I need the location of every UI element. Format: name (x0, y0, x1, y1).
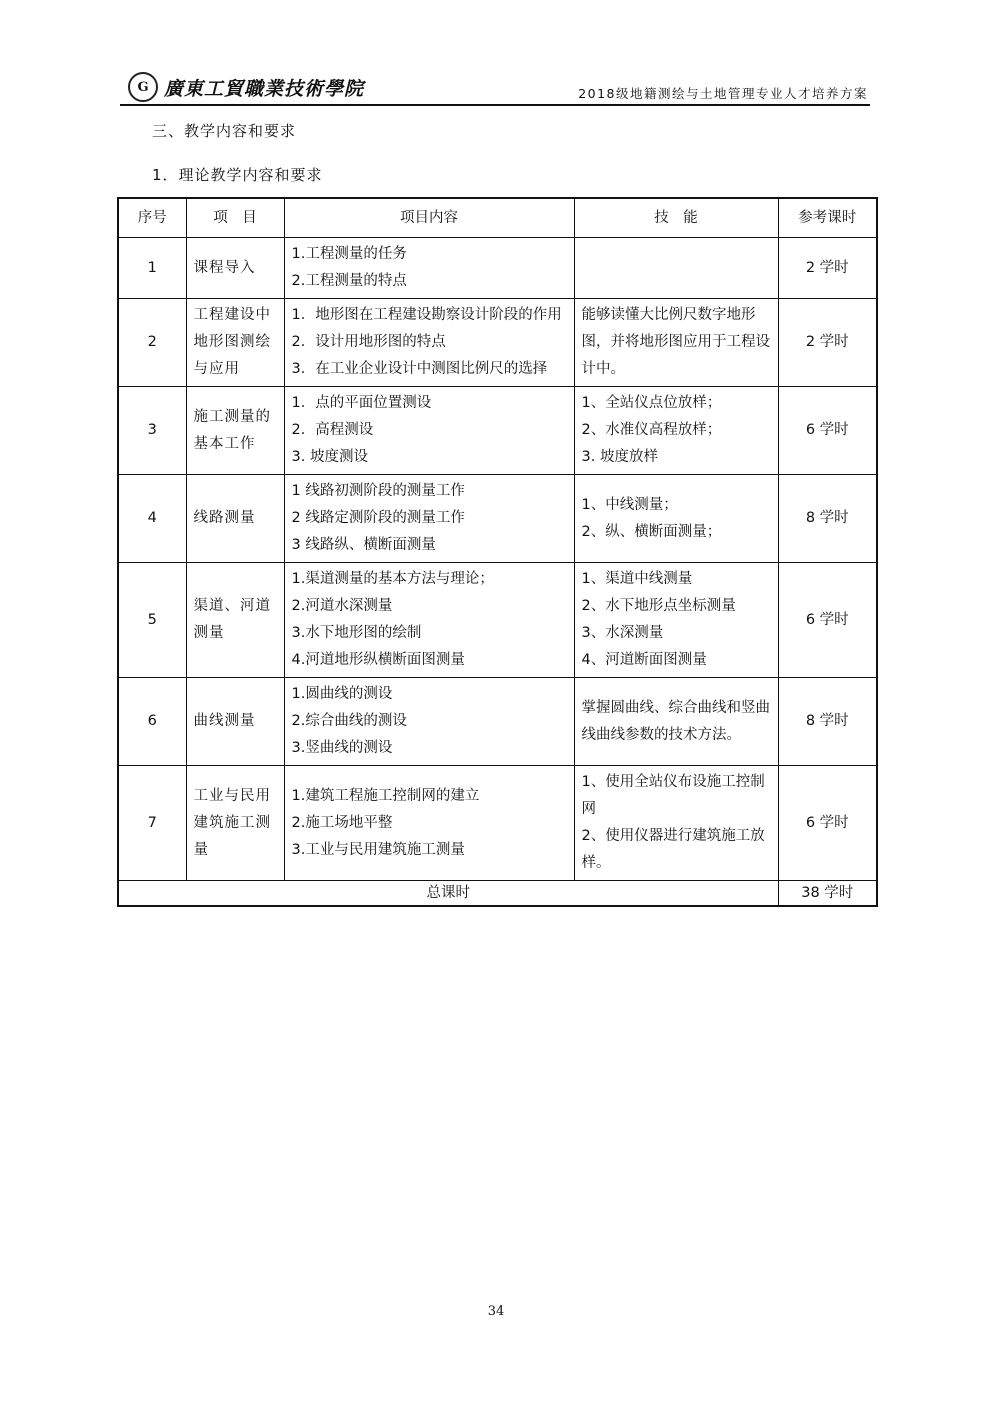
skill-line: 1、全站仪点位放样； (581, 395, 722, 411)
row-item: 渠道、河道测量 (186, 563, 284, 678)
content-line: 1.圆曲线的测设 (291, 686, 393, 702)
header-no: 序号 (118, 198, 186, 238)
total-row (118, 881, 877, 907)
row-item: 施工测量的基本工作 (186, 387, 284, 475)
content-line: 1．地形图在工程建设勘察设计阶段的作用 (291, 307, 562, 323)
skill-line: 4、河道断面图测量 (581, 652, 707, 668)
row-skills (574, 299, 778, 387)
row-number: 2 (118, 299, 186, 387)
program-title: 2018级地籍测绘与土地管理专业人才培养方案 (578, 86, 868, 101)
skill-line: 3、水深测量 (581, 625, 664, 641)
row-skills (574, 563, 778, 678)
row-skills (574, 387, 778, 475)
content-line: 3.竖曲线的测设 (291, 740, 393, 756)
table-header-row (118, 198, 877, 238)
table-row (118, 299, 877, 387)
row-hours: 2 学时 (778, 299, 877, 387)
school-logo (128, 72, 364, 102)
skill-line: 1、使用全站仪布设施工控制网 (581, 774, 765, 817)
row-hours: 6 学时 (778, 563, 877, 678)
row-item: 工业与民用建筑施工测量 (186, 766, 284, 881)
row-number: 3 (118, 387, 186, 475)
header-hours: 参考课时 (778, 198, 877, 238)
row-hours: 6 学时 (778, 387, 877, 475)
table-row (118, 563, 877, 678)
row-number: 7 (118, 766, 186, 881)
content-line: 2.综合曲线的测设 (291, 713, 407, 729)
skill-line: 2、使用仪器进行建筑施工放样。 (581, 828, 765, 871)
row-content (284, 238, 574, 299)
content-line: 3. 坡度测设 (291, 449, 368, 465)
header-content: 项目内容 (284, 198, 574, 238)
content-line: 2.施工场地平整 (291, 814, 393, 831)
skill-line: 能够读懂大比例尺数字地形图，并将地形图应用于工程设计中。 (581, 307, 770, 377)
row-hours: 8 学时 (778, 475, 877, 563)
table-row (118, 766, 877, 881)
school-name: 廣東工貿職業技術學院 (164, 77, 365, 100)
row-skills (574, 766, 778, 881)
skill-line: 1、渠道中线测量 (581, 571, 693, 587)
row-hours: 2 学时 (778, 238, 877, 299)
table-row (118, 238, 877, 299)
row-skills (574, 678, 778, 766)
row-content (284, 387, 574, 475)
page-number: 34 (487, 1304, 505, 1319)
skill-line: 1、中线测量； (581, 496, 678, 513)
school-seal-icon: G (128, 72, 158, 102)
content-line: 3.工业与民用建筑施工测量 (291, 841, 465, 858)
skill-line: 2、水准仪高程放样； (581, 422, 722, 438)
row-content (284, 563, 574, 678)
content-line: 1．点的平面位置测设 (291, 395, 432, 411)
content-line: 1 线路初测阶段的测量工作 (291, 483, 465, 499)
content-line: 1.工程测量的任务 (291, 246, 407, 262)
row-content (284, 299, 574, 387)
header-item: 项 目 (186, 198, 284, 238)
page-header (120, 70, 870, 106)
row-number: 6 (118, 678, 186, 766)
total-label: 总课时 (118, 881, 778, 907)
sub-title: 1．理论教学内容和要求 (152, 166, 323, 184)
row-item: 线路测量 (186, 475, 284, 563)
row-hours: 8 学时 (778, 678, 877, 766)
table-body (118, 238, 877, 881)
row-number: 4 (118, 475, 186, 563)
skill-line: 掌握圆曲线、综合曲线和竖曲线曲线参数的技术方法。 (581, 699, 770, 743)
row-content (284, 766, 574, 881)
content-line: 2．高程测设 (291, 422, 374, 438)
content-line: 3．在工业企业设计中测图比例尺的选择 (291, 361, 548, 377)
content-line: 4.河道地形纵横断面图测量 (291, 652, 465, 668)
section-title: 三、教学内容和要求 (152, 122, 297, 140)
row-content (284, 475, 574, 563)
skill-line: 2、水下地形点坐标测量 (581, 598, 736, 614)
skill-line: 2、纵、横断面测量； (581, 523, 722, 540)
table-row (118, 475, 877, 563)
content-line: 2.工程测量的特点 (291, 273, 407, 289)
content-line: 1.渠道测量的基本方法与理论； (291, 571, 494, 587)
skill-line: 3. 坡度放样 (581, 449, 658, 465)
content-line: 2．设计用地形图的特点 (291, 334, 446, 350)
content-line: 3.水下地形图的绘制 (291, 625, 422, 641)
content-line: 3 线路纵、横断面测量 (291, 537, 436, 553)
row-content (284, 678, 574, 766)
row-number: 5 (118, 563, 186, 678)
course-content-table (117, 197, 878, 907)
row-number: 1 (118, 238, 186, 299)
table-row (118, 678, 877, 766)
content-line: 2.河道水深测量 (291, 598, 393, 614)
row-item: 曲线测量 (186, 678, 284, 766)
row-skills (574, 475, 778, 563)
row-item: 工程建设中地形图测绘与应用 (186, 299, 284, 387)
total-hours: 38 学时 (778, 881, 877, 907)
row-item: 课程导入 (186, 238, 284, 299)
row-hours: 6 学时 (778, 766, 877, 881)
content-line: 2 线路定测阶段的测量工作 (291, 510, 465, 526)
row-skills (574, 238, 778, 299)
content-line: 1.建筑工程施工控制网的建立 (291, 787, 480, 804)
header-skills: 技 能 (574, 198, 778, 238)
table-row (118, 387, 877, 475)
